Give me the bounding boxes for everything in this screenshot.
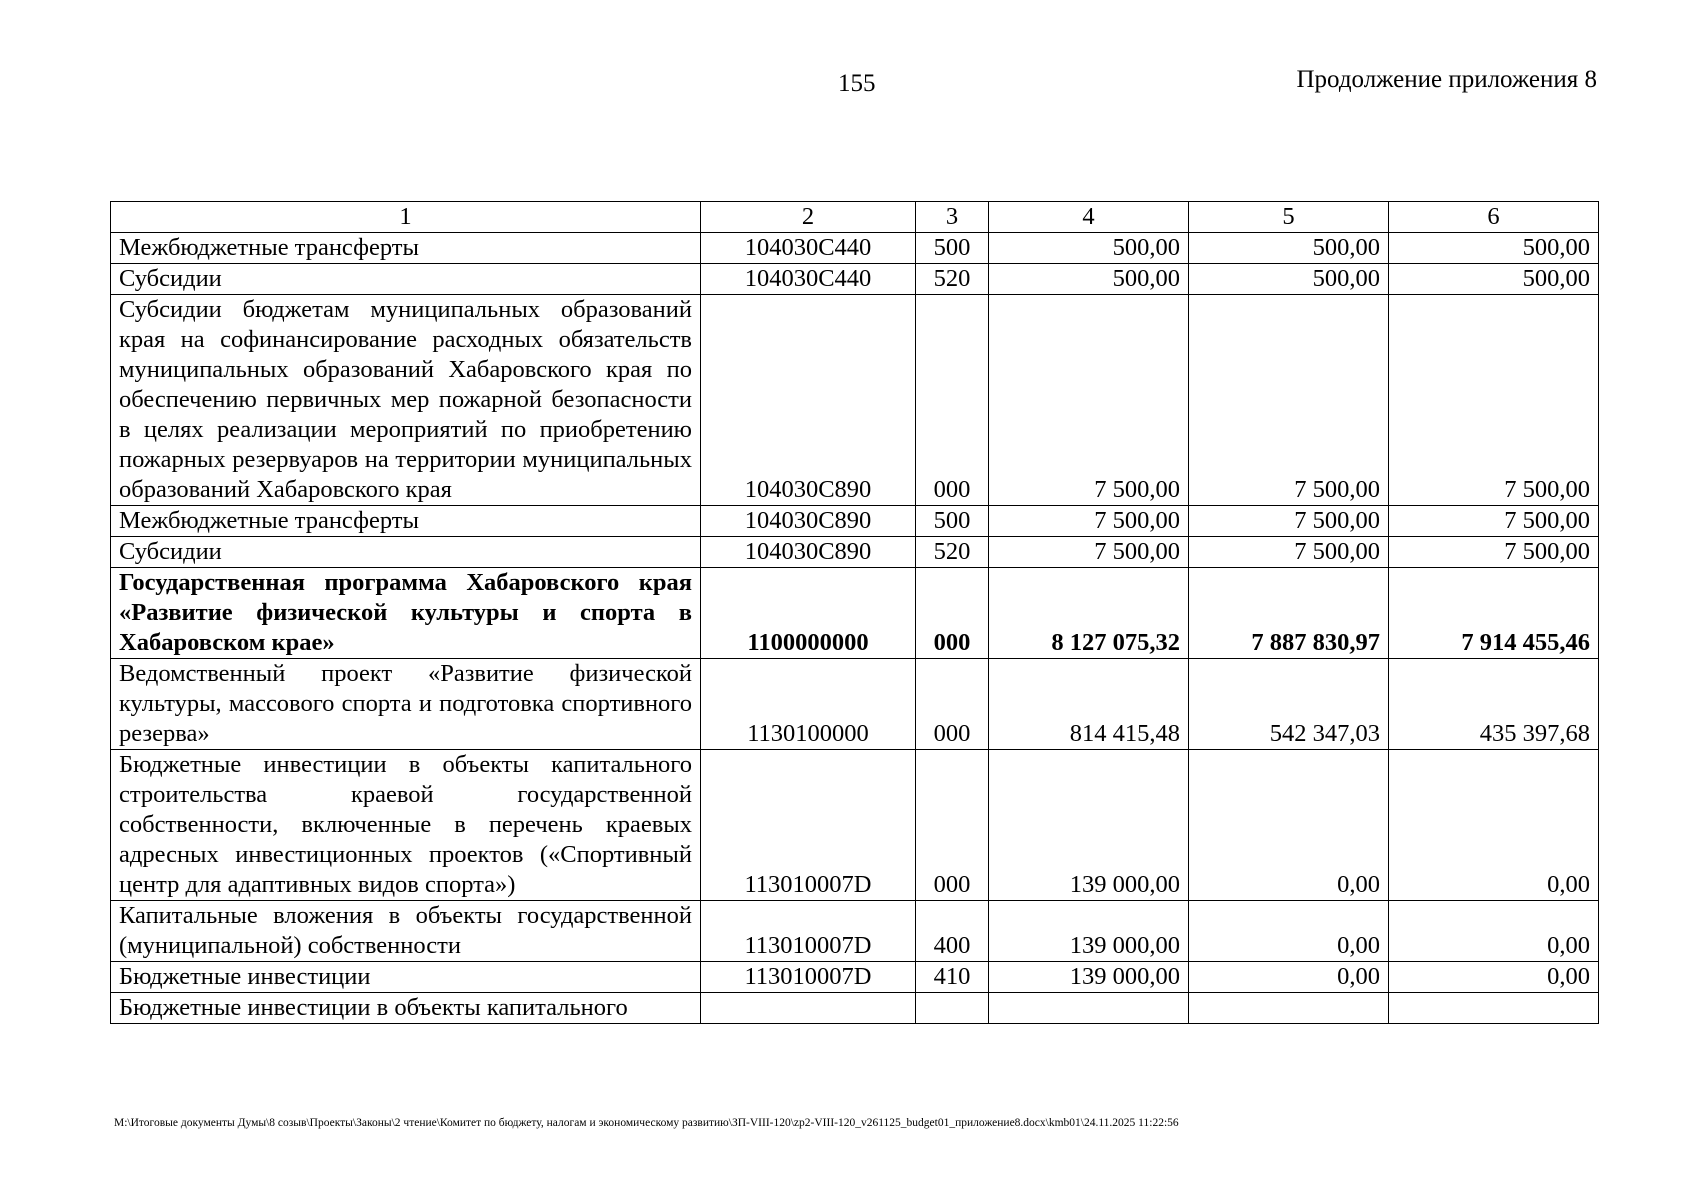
row-target-code: 104030С890 (701, 537, 916, 568)
column-header-5: 5 (1189, 202, 1389, 233)
column-header-1: 1 (111, 202, 701, 233)
row-description: Межбюджетные трансферты (111, 233, 701, 264)
row-target-code: 104030С890 (701, 506, 916, 537)
row-description: Субсидии (111, 264, 701, 295)
table-row (111, 901, 1599, 962)
row-description: Капитальные вложения в объекты государственной (муниципальной) собственности (111, 901, 701, 962)
row-expense-type: 410 (916, 962, 989, 993)
row-target-code: 113010007D (701, 962, 916, 993)
table-row (111, 295, 1599, 506)
row-expense-type: 000 (916, 295, 989, 506)
row-amount-col6: 7 500,00 (1389, 506, 1599, 537)
row-amount-col5 (1189, 993, 1389, 1024)
row-amount-col6: 7 500,00 (1389, 537, 1599, 568)
row-target-code: 1100000000 (701, 568, 916, 659)
row-target-code: 104030С890 (701, 295, 916, 506)
row-amount-col6: 0,00 (1389, 901, 1599, 962)
row-description: Ведомственный проект «Развитие физической культуры, массового спорта и подготовка спортивного резерва» (111, 659, 701, 750)
row-expense-type: 500 (916, 233, 989, 264)
table-row (111, 233, 1599, 264)
budget-table (110, 201, 1599, 1024)
row-description: Субсидии бюджетам муниципальных образований края на софинансирование расходных обязательств муниципальных образований Хабаровского края по обеспечению первичных мер пожарной безопасности в целях реализации мероприятий по приобретению пожарных резервуаров на территории муниципальных образований Хабаровского края (111, 295, 701, 506)
row-amount-col5: 500,00 (1189, 233, 1389, 264)
row-amount-col6: 500,00 (1389, 233, 1599, 264)
row-amount-col6: 7 914 455,46 (1389, 568, 1599, 659)
row-description: Государственная программа Хабаровского края «Развитие физической культуры и спорта в Хабаровском крае» (111, 568, 701, 659)
table-row (111, 993, 1599, 1024)
row-expense-type: 000 (916, 568, 989, 659)
row-target-code: 113010007D (701, 750, 916, 901)
row-expense-type: 000 (916, 659, 989, 750)
row-amount-col4: 139 000,00 (989, 750, 1189, 901)
row-amount-col4: 139 000,00 (989, 962, 1189, 993)
row-description: Бюджетные инвестиции в объекты капитального (111, 993, 701, 1024)
row-expense-type: 520 (916, 537, 989, 568)
budget-table-body (111, 202, 1599, 1024)
row-target-code: 1130100000 (701, 659, 916, 750)
column-header-6: 6 (1389, 202, 1599, 233)
row-amount-col5: 7 500,00 (1189, 537, 1389, 568)
column-header-3: 3 (916, 202, 989, 233)
table-row (111, 962, 1599, 993)
row-amount-col6: 7 500,00 (1389, 295, 1599, 506)
page-number: 155 (838, 70, 876, 97)
row-target-code (701, 993, 916, 1024)
row-amount-col5: 7 887 830,97 (1189, 568, 1389, 659)
table-row (111, 659, 1599, 750)
row-amount-col5: 542 347,03 (1189, 659, 1389, 750)
row-amount-col6: 0,00 (1389, 750, 1599, 901)
table-row (111, 506, 1599, 537)
row-amount-col6 (1389, 993, 1599, 1024)
row-description: Бюджетные инвестиции в объекты капитального строительства краевой государственной собственности, включенные в перечень краевых адресных инвестиционных проектов («Спортивный центр для адаптивных видов спорта») (111, 750, 701, 901)
row-amount-col5: 0,00 (1189, 901, 1389, 962)
row-description: Межбюджетные трансферты (111, 506, 701, 537)
document-file-path: М:\Итоговые документы Думы\8 созыв\Проекты\Законы\2 чтение\Комитет по бюджету, налогам и экономическому развитию\ЗП-VIII-120\zp2-VIII-120_v261125_budget01_приложение8.docx\kmb01\24.11.2025 11:22:56 (114, 1117, 1179, 1129)
row-description: Бюджетные инвестиции (111, 962, 701, 993)
row-target-code: 104030С440 (701, 264, 916, 295)
row-amount-col4: 8 127 075,32 (989, 568, 1189, 659)
row-description: Субсидии (111, 537, 701, 568)
row-amount-col4: 814 415,48 (989, 659, 1189, 750)
row-target-code: 113010007D (701, 901, 916, 962)
row-expense-type: 520 (916, 264, 989, 295)
row-amount-col4: 500,00 (989, 233, 1189, 264)
row-amount-col5: 7 500,00 (1189, 295, 1389, 506)
table-row (111, 537, 1599, 568)
row-amount-col4: 7 500,00 (989, 506, 1189, 537)
row-amount-col4 (989, 993, 1189, 1024)
row-amount-col6: 500,00 (1389, 264, 1599, 295)
row-amount-col5: 7 500,00 (1189, 506, 1389, 537)
row-amount-col4: 139 000,00 (989, 901, 1189, 962)
row-amount-col4: 7 500,00 (989, 295, 1189, 506)
row-amount-col5: 500,00 (1189, 264, 1389, 295)
row-target-code: 104030С440 (701, 233, 916, 264)
row-expense-type: 400 (916, 901, 989, 962)
column-header-2: 2 (701, 202, 916, 233)
row-amount-col6: 0,00 (1389, 962, 1599, 993)
row-amount-col4: 500,00 (989, 264, 1189, 295)
row-amount-col6: 435 397,68 (1389, 659, 1599, 750)
row-amount-col4: 7 500,00 (989, 537, 1189, 568)
column-header-4: 4 (989, 202, 1189, 233)
table-row (111, 750, 1599, 901)
row-expense-type (916, 993, 989, 1024)
table-row (111, 568, 1599, 659)
row-amount-col5: 0,00 (1189, 750, 1389, 901)
row-amount-col5: 0,00 (1189, 962, 1389, 993)
appendix-continuation-label: Продолжение приложения 8 (1296, 66, 1597, 93)
table-row (111, 264, 1599, 295)
row-expense-type: 500 (916, 506, 989, 537)
row-expense-type: 000 (916, 750, 989, 901)
column-number-row (111, 202, 1599, 233)
